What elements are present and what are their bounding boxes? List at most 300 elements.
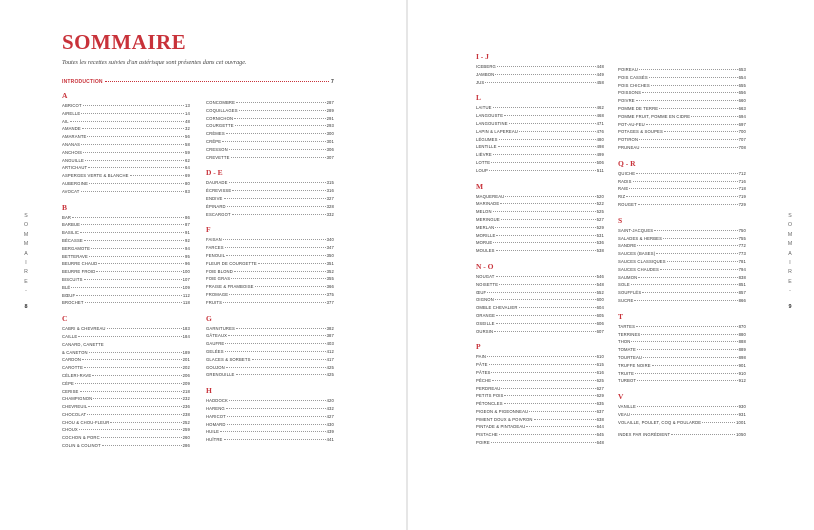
index-entry-morue[interactable] [476,239,604,247]
index-entry-loup[interactable] [476,167,604,175]
entry-label: ANCHOIS [62,149,83,155]
index-entry-volaille-poulet-coq-poularde[interactable] [618,419,746,427]
index-entry-carotte[interactable] [62,364,190,372]
index-entry-piment-doux-poivron[interactable] [476,416,604,424]
entry-label: GAUFRE [206,341,225,347]
entry-page-number: 328 [326,203,334,209]
index-entry-aubergine[interactable] [62,180,190,188]
entry-page-number: 522 [596,201,604,207]
index-entry-maquereau[interactable] [476,193,604,201]
leader-dots [504,395,595,396]
index-entry-pomme-fruit-pomme-en-cidre[interactable] [618,113,746,121]
index-entry-pruneau[interactable] [618,144,746,152]
entry-label: FRAISE & FRAMBOISE [206,284,254,290]
index-entry-langoustine[interactable] [476,120,604,128]
leader-dots [236,328,326,329]
leader-dots [82,359,182,360]
index-entry-pois-casses[interactable] [618,74,746,82]
entry-label: TERRINES [618,331,641,337]
index-entry-sandre[interactable] [618,242,746,250]
index-entry-gaufre[interactable] [206,340,334,348]
index-entry-asperges-verte-blanche[interactable] [62,172,190,180]
index-entry-sauces-chaudes[interactable] [618,266,746,274]
index-entry-jus[interactable] [476,79,604,87]
entry-page-number: 340 [326,237,334,243]
index-entry-poivre[interactable] [618,97,746,105]
index-entry-poire[interactable] [476,439,604,447]
index-entry-concombre[interactable] [206,99,334,107]
index-entry-ananas[interactable] [62,141,190,149]
index-entry-amande[interactable] [62,125,190,133]
index-entry-cremes[interactable] [206,130,334,138]
index-entry-fenouil[interactable] [206,252,334,260]
entry-label: OSEILLE [476,320,495,326]
entry-page-number: 471 [596,120,604,126]
index-entry-nougat[interactable] [476,273,604,281]
index-entry-tartes[interactable] [618,323,746,331]
index-entry-glaces-sorbets[interactable] [206,356,334,364]
index-entry-beurre-chaud[interactable] [62,260,190,268]
index-entry-champignon[interactable] [62,395,190,403]
index-entry-pates[interactable] [476,369,604,377]
index-entry-choux[interactable] [62,426,190,434]
leader-dots [501,219,596,220]
entry-label: POTIRON [618,137,639,143]
index-entry-omble-chevalier[interactable] [476,304,604,312]
entry-page-number: 448 [596,64,604,69]
section-heading-p: P [476,342,481,352]
index-entry-fromage[interactable] [206,291,334,299]
entry-label: QUICHE [618,170,636,176]
intro-entry[interactable] [62,79,334,85]
index-entry-becasse[interactable] [62,237,190,245]
entry-label: BŒUF [62,292,76,298]
leader-dots [229,149,326,150]
index-entry-foie-gras[interactable] [206,275,334,283]
leader-dots [79,429,182,430]
index-entry-langouste[interactable] [476,112,604,120]
leader-dots [70,121,184,122]
entry-label: CAILLE [62,333,78,339]
entry-label: MERINGUE [476,216,500,222]
leader-dots [84,367,182,368]
entry-label: AVOCAT [62,188,80,194]
section-heading-m: M [476,181,484,191]
leader-dots [87,414,181,415]
index-entry-hareng[interactable] [206,405,334,413]
leader-dots [637,380,737,381]
index-entry-peche[interactable] [476,377,604,385]
index-entry-cepe[interactable] [62,380,190,388]
entry-label: HUILE [206,429,220,435]
index-entry-poissons[interactable] [618,89,746,97]
entry-page-number: 306 [326,146,334,152]
index-entry-cerise[interactable] [62,388,190,396]
index-entry-artichaut[interactable] [62,164,190,172]
entry-label: MERLAN [476,224,495,230]
leader-dots [649,77,738,78]
index-entry-legumes[interactable] [476,136,604,144]
entry-page-number: 441 [326,437,334,443]
entry-page-number: 100 [182,269,190,275]
leader-dots [634,300,737,301]
index-entry-saumon[interactable] [618,274,746,282]
leader-dots [88,406,181,407]
index-entry-morille[interactable] [476,232,604,240]
leader-dots [491,162,595,163]
left-page [0,0,406,530]
entry-label: PERDREAU [476,385,501,391]
leader-dots [81,144,184,145]
index-entry-anchois[interactable] [62,149,190,157]
index-entry-potiron[interactable] [618,136,746,144]
entry-label: AUBERGINE [62,180,89,186]
index-entry-escargot[interactable] [206,211,334,219]
index-entry-ble[interactable] [62,284,190,292]
index-entry-cardon[interactable] [62,356,190,364]
index-entry-ecrevisse[interactable] [206,187,334,195]
index-entry-noisette[interactable] [476,281,604,289]
index-entry-chocolat[interactable] [62,411,190,419]
index-entry-potages-soupes[interactable] [618,128,746,136]
entry-label: LANGOUSTINE [476,120,508,126]
entry-label: GELÉES [206,348,224,354]
index-entry-huile[interactable] [206,428,334,436]
leader-dots [226,255,325,256]
entry-page-number: 644 [596,424,604,430]
index-entry-crevette[interactable] [206,154,334,162]
index-entry-betterave[interactable] [62,253,190,261]
index-entry-oursin[interactable] [476,328,604,336]
index-entry-b-uf[interactable] [62,292,190,300]
leader-dots [102,445,182,446]
index-entry-pistache[interactable] [476,431,604,439]
entry-label: SOUFFLÉS [618,290,642,296]
index-entry-chou-chou-fleur[interactable] [62,419,190,427]
index-entry-pain[interactable] [476,353,604,361]
entry-page-number: 635 [596,401,604,407]
index-entry-caille[interactable] [62,333,190,341]
entry-label: ASPERGES VERTE & BLANCHE [62,173,129,179]
index-entry-uf[interactable] [476,289,604,297]
entry-label: PETITS POIS [476,393,504,399]
index-entry-quiche[interactable] [618,170,746,178]
index-entry-barbue[interactable] [62,221,190,229]
leader-dots [631,341,737,342]
index-entry-vanille[interactable] [618,403,746,411]
leader-dots [227,416,326,417]
entry-label: LÉGUMES [476,136,498,142]
index-entry-cornichon[interactable] [206,115,334,123]
index-entry-turbot[interactable] [618,377,746,385]
index-entry-cochon-porc[interactable] [62,434,190,442]
index-entry-lapin-lapereau[interactable] [476,128,604,136]
leader-dots [491,442,596,443]
leader-dots [255,286,326,287]
index-entry-lentille[interactable] [476,143,604,151]
entry-label: CHOCOLAT [62,411,87,417]
entry-label: CAROTTE [62,365,84,371]
leader-dots [93,398,181,399]
index-entry-marinade[interactable] [476,200,604,208]
index-entry-tomate[interactable] [618,346,746,354]
running-head-letter: O [787,222,793,229]
leader-dots [638,277,737,278]
index-entry-truite[interactable] [618,370,746,378]
index-entry-brochet[interactable] [62,299,190,307]
index-entry-biscuits[interactable] [62,276,190,284]
index-entry-pois-chiches[interactable] [618,82,746,90]
entry-page-number: 931 [738,411,746,417]
entry-label: PÂTES [476,369,491,375]
entry-label: COLIN & COLINOT [62,443,101,449]
entry-label: LAPIN & LAPEREAU [476,128,518,134]
running-head-letter: E [788,278,792,285]
entry-label: CÈPE [62,380,75,386]
index-entry-abricot[interactable] [62,102,190,110]
entry-label: HUÎTRE [206,437,223,443]
index-entry-rouget[interactable] [618,201,746,209]
index-entry-saint-jacques[interactable] [618,227,746,235]
index-entry-raie[interactable] [618,185,746,193]
index-entry-huitre[interactable] [206,436,334,444]
index-entry-amarante[interactable] [62,133,190,141]
entry-page-number: 527 [596,216,604,222]
index-entry-moules[interactable] [476,247,604,255]
entry-page-number: 315 [326,180,334,186]
index-entry-thon[interactable] [618,338,746,346]
index-entry-gelees[interactable] [206,348,334,356]
section-heading-q-r: Q - R [618,158,636,168]
index-entry-basilic[interactable] [62,229,190,237]
entry-page-number: 80 [185,180,190,186]
index-entry-crepe[interactable] [206,138,334,146]
index-entry-riz[interactable] [618,193,746,201]
entry-label: POISSONS [618,90,642,96]
index-entry-cabri-chevreau[interactable] [62,325,190,333]
index-entry-merlan[interactable] [476,224,604,232]
entry-page-number: 880 [738,331,746,337]
index-entry-index-par-ingredient[interactable] [618,431,746,439]
entry-label: BARBUE [62,222,81,228]
leader-dots [702,422,735,423]
entry-label: POIVRE [618,98,635,104]
entry-label: ENDIVE [206,195,223,201]
leader-dots [493,154,596,155]
index-entry-anguille[interactable] [62,157,190,165]
entry-page-number: 629 [596,393,604,399]
index-entry-fleur-de-courgette[interactable] [206,260,334,268]
index-entry-coquillages[interactable] [206,107,334,115]
entry-page-number: 655 [738,82,746,88]
index-entry-epinard[interactable] [206,203,334,211]
entry-label: TOURTEAU [618,354,643,360]
index-entry-pate[interactable] [476,361,604,369]
entry-label: TOMATE [618,347,636,353]
entry-label: PRUNEAU [618,144,640,150]
entry-page-number: 69 [185,173,190,179]
leader-dots [239,110,326,111]
leader-dots [635,373,738,374]
index-entry-beurre-froid[interactable] [62,268,190,276]
index-entry-fraise-framboise[interactable] [206,283,334,291]
leader-dots [493,211,596,212]
leader-dots [236,374,326,375]
entry-label: COQUILLAGES [206,107,238,113]
index-entry-endive[interactable] [206,195,334,203]
leader-dots [496,276,596,277]
leader-dots [89,256,184,257]
index-entry-petoncles[interactable] [476,400,604,408]
index-entry-salades-herbes[interactable] [618,235,746,243]
leader-dots [526,426,595,427]
leader-dots [496,315,596,316]
index-entry-meringue[interactable] [476,216,604,224]
index-entry-gateaux[interactable] [206,332,334,340]
running-head-letter: I [789,260,791,267]
leader-dots [641,334,737,335]
index-entry-tourteau[interactable] [618,354,746,362]
entry-page-number: 901 [738,362,746,368]
running-head-letter: M [23,231,29,238]
index-entry-pintade-pintadeau[interactable] [476,423,604,431]
entry-label: SANDRE [618,243,637,249]
index-entry-bergamote[interactable] [62,245,190,253]
index-entry-oignon[interactable] [476,296,604,304]
entry-label: MORUE [476,240,493,246]
entry-label: BÉCASSE [62,237,83,243]
entry-page-number: 794 [738,266,746,272]
entry-label: & CANETON [62,349,88,355]
section-heading-f: F [206,225,211,235]
index-entry-airelle[interactable] [62,110,190,118]
index-entry-pigeon-pigeonneau[interactable] [476,408,604,416]
index-entry-caneton[interactable] [62,349,190,357]
index-entry-cresson[interactable] [206,146,334,154]
entry-label: FOIE GRAS [206,276,231,282]
entry-label: GRENOUILLE [206,372,235,378]
leader-dots [258,263,326,264]
index-entry-sole[interactable] [618,281,746,289]
leader-dots [691,116,737,117]
leader-dots [229,294,325,295]
index-entry-laitue[interactable] [476,104,604,112]
entry-page-number: 430 [326,421,334,427]
index-entry-souffles[interactable] [618,289,746,297]
leader-dots [499,284,595,285]
index-entry-courgette[interactable] [206,122,334,130]
entry-label: THON [618,339,631,345]
entry-page-number: 64 [185,165,190,171]
entry-label: LANGOUSTE [476,113,504,119]
index-entry-grenouille[interactable] [206,371,334,379]
index-entry-melon[interactable] [476,208,604,216]
leader-dots [80,232,184,233]
index-entry-celeri-rave[interactable] [62,372,190,380]
index-entry-haddock[interactable] [206,397,334,405]
index-entry-canard-canette[interactable] [62,341,190,349]
index-entry-sauces-classiques[interactable] [618,258,746,266]
index-entry-jambon[interactable] [476,71,604,79]
index-entry-haricot[interactable] [206,413,334,421]
entry-label: ÉCREVISSE [206,188,232,194]
index-entry-goujon[interactable] [206,364,334,372]
entry-label: ANGUILLE [62,157,84,163]
index-entry-lotte[interactable] [476,159,604,167]
index-entry-chevreuil[interactable] [62,403,190,411]
leader-dots [504,403,596,404]
leader-dots [75,383,182,384]
entry-page-number: 355 [326,276,334,282]
index-entry-iceberg[interactable] [476,63,604,71]
entry-page-number: 332 [326,211,334,217]
entry-page-number: 118 [182,300,190,306]
section-heading-g: G [206,313,212,323]
running-head-letter: R [788,269,792,276]
index-entry-radis[interactable] [618,178,746,186]
index-entry-fruits[interactable] [206,299,334,307]
index-entry-veau[interactable] [618,411,746,419]
index-entry-orange[interactable] [476,312,604,320]
entry-page-number: 14 [185,110,190,116]
index-entry-perdreau[interactable] [476,385,604,393]
page-subtitle: Toutes les recettes suivies d'un astérisque sont présentes dans cet ouvrage. [62,59,247,66]
right-page [408,0,814,530]
entry-page-number: 1050 [736,432,746,438]
index-entry-sucre[interactable] [618,297,746,305]
entry-label: CÉLERI-RAVE [62,372,92,378]
entry-page-number: 638 [596,416,604,422]
index-entry-daurade[interactable] [206,179,334,187]
entry-label: BEURRE CHAUD [62,261,98,267]
entry-label: FRUITS [206,299,223,305]
index-entry-bar[interactable] [62,214,190,222]
leader-dots [495,299,596,300]
index-entry-farces[interactable] [206,244,334,252]
index-entry-ail[interactable] [62,118,190,126]
entry-label: CRÊPE [206,138,222,144]
leader-dots [234,118,325,119]
index-entry-poireau[interactable] [618,66,746,74]
index-entry-terrines[interactable] [618,331,746,339]
index-entry-lievre[interactable] [476,151,604,159]
index-entry-sauces-bases[interactable] [618,250,746,258]
section-heading-v: V [618,392,624,402]
leader-dots [231,278,325,279]
index-entry-faisan[interactable] [206,236,334,244]
leader-dots [638,204,738,205]
index-entry-homard[interactable] [206,421,334,429]
index-entry-garnitures[interactable] [206,325,334,333]
entry-page-number: 287 [326,100,334,105]
index-entry-pot-au-feu[interactable] [618,121,746,129]
entry-page-number: 930 [738,404,746,410]
index-entry-truffe-noire[interactable] [618,362,746,370]
index-entry-foie-blond[interactable] [206,268,334,276]
running-head-letter: M [787,241,793,248]
leader-dots [500,203,595,204]
index-entry-colin-colinot[interactable] [62,442,190,450]
index-entry-petits-pois[interactable] [476,392,604,400]
entry-page-number: 656 [738,90,746,96]
entry-label: CONCOMBRE [206,100,236,105]
index-entry-pomme-de-terre[interactable] [618,105,746,113]
running-head-letter: I [25,260,27,267]
entry-page-number: 912 [738,378,746,384]
entry-label: CREVETTE [206,154,230,160]
index-entry-oseille[interactable] [476,320,604,328]
index-entry-avocat[interactable] [62,188,190,196]
